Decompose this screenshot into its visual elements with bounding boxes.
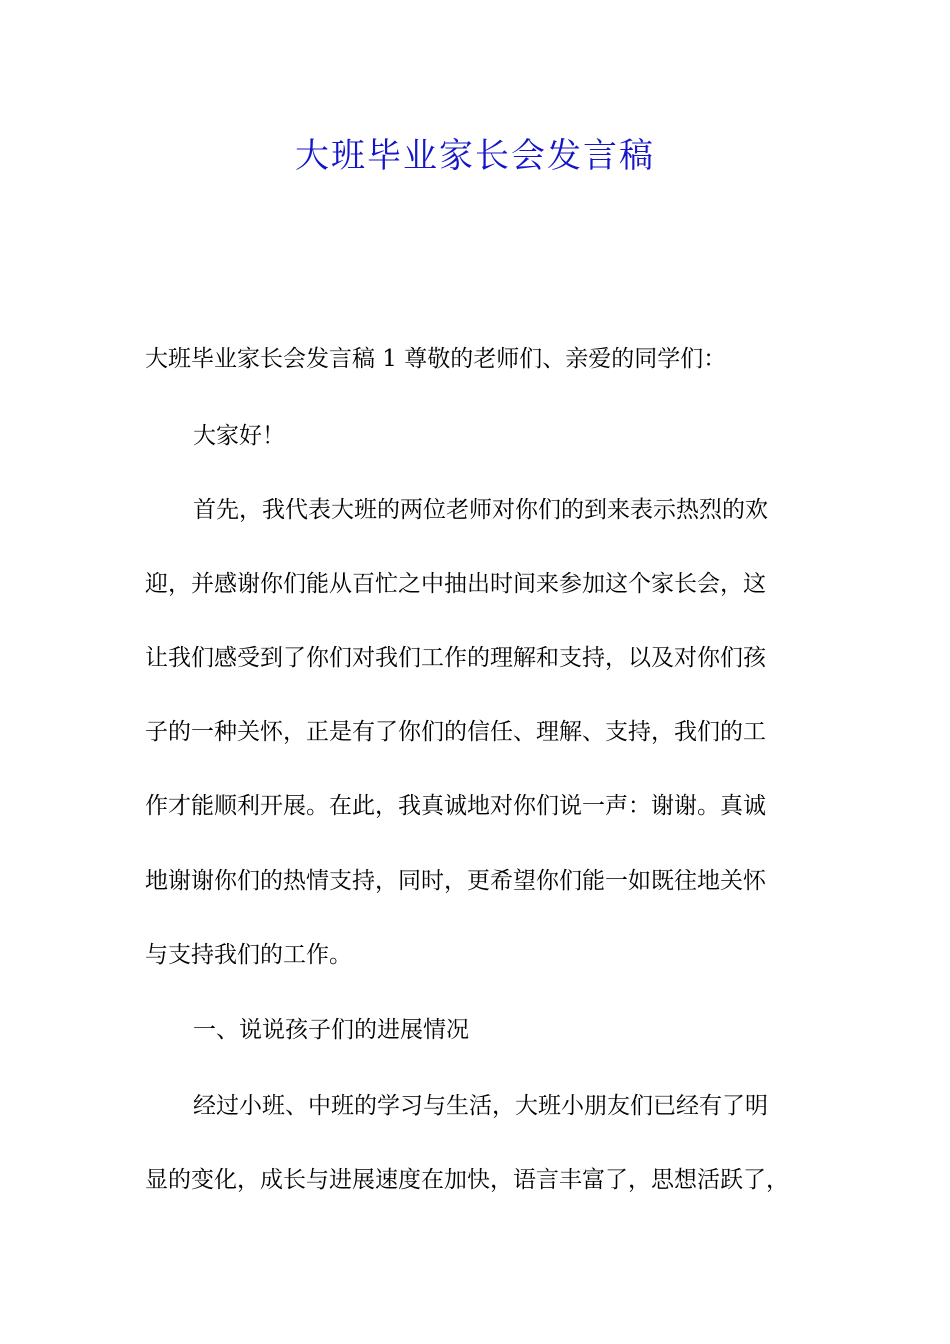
text-line: 地谢谢你们的热情支持，同时，更希望你们能一如既往地关怀 — [145, 868, 766, 894]
text-line: 迎，并感谢你们能从百忙之中抽出时间来参加这个家长会，这 — [145, 571, 766, 597]
text-line: 首先，我代表大班的两位老师对你们的到来表示热烈的欢 — [193, 497, 768, 523]
text-line: 大班毕业家长会发言稿 1 尊敬的老师们、亲爱的同学们： — [145, 346, 727, 372]
text-line: 作才能顺利开展。在此，我真诚地对你们说一声：谢谢。真诚 — [145, 793, 766, 819]
text-line: 与支持我们的工作。 — [145, 942, 352, 968]
text-line: 让我们感受到了你们对我们工作的理解和支持，以及对你们孩 — [145, 645, 766, 671]
section-heading: 一、说说孩子们的进展情况 — [193, 1017, 469, 1043]
text-line: 经过小班、中班的学习与生活，大班小朋友们已经有了明 — [193, 1093, 768, 1119]
document-title: 大班毕业家长会发言稿 — [295, 136, 655, 176]
text-line: 显的变化，成长与进展速度在加快，语言丰富了，思想活跃了， — [145, 1167, 789, 1193]
text-line: 大家好！ — [193, 423, 285, 449]
text-line: 子的一种关怀，正是有了你们的信任、理解、支持，我们的工 — [145, 719, 766, 745]
